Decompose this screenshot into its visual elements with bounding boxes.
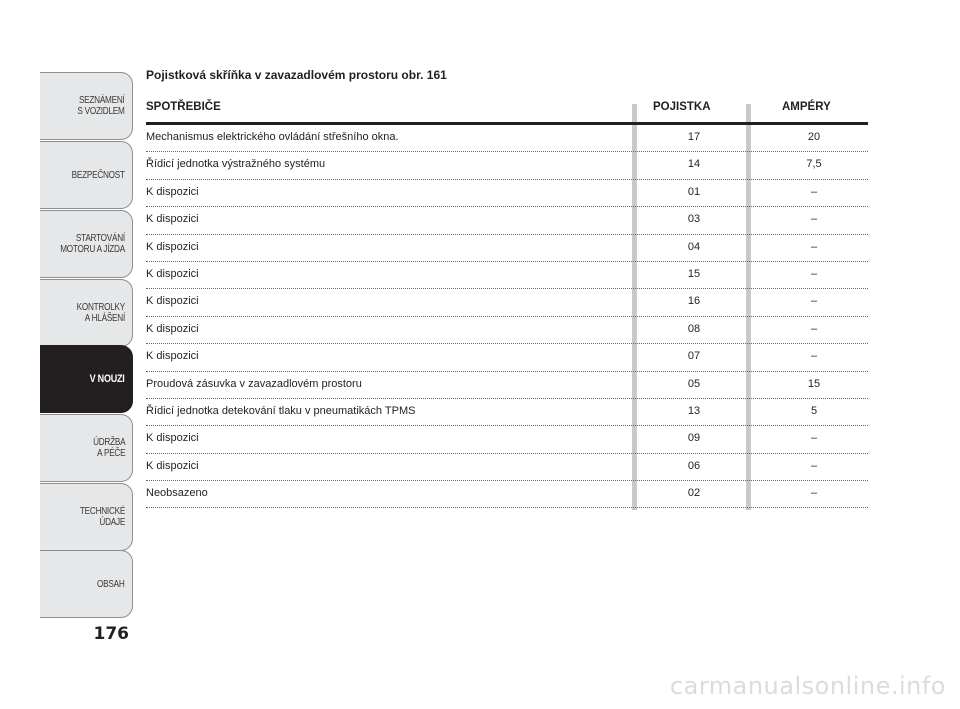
cell-fuse: 17 — [687, 131, 701, 143]
cell-amps: – — [810, 185, 818, 198]
table-row — [146, 289, 868, 316]
table-row — [146, 152, 868, 179]
cell-amps: – — [810, 213, 818, 226]
cell-consumer: K dispozici — [146, 432, 199, 445]
header-spotrebice: SPOTŘEBIČE — [146, 101, 221, 113]
cell-consumer: K dispozici — [146, 185, 199, 198]
tab-obsah[interactable] — [40, 550, 133, 618]
tab-label: BEZPEČNOST — [71, 169, 125, 181]
watermark: carmanualsonline.info — [669, 672, 946, 700]
tab-label: V NOUZI — [90, 372, 125, 385]
cell-amps: 5 — [810, 404, 818, 417]
cell-fuse: 15 — [687, 267, 701, 280]
cell-fuse: 16 — [687, 295, 701, 308]
tab-technicke-udaje[interactable] — [40, 483, 133, 551]
cell-amps: – — [810, 350, 818, 363]
cell-fuse: 13 — [687, 404, 701, 417]
header-pojistka: POJISTKA — [653, 101, 711, 113]
cell-consumer: K dispozici — [146, 459, 199, 472]
cell-consumer: K dispozici — [146, 295, 199, 308]
page-number: 176 — [93, 624, 129, 644]
cell-amps: – — [810, 240, 818, 253]
cell-amps: – — [810, 432, 818, 445]
cell-fuse: 02 — [687, 487, 701, 500]
cell-amps: – — [810, 487, 818, 500]
table-row — [146, 344, 868, 371]
table-row — [146, 481, 868, 508]
cell-consumer: Řídicí jednotka výstražného systému — [146, 158, 326, 171]
tab-v-nouzi[interactable] — [40, 345, 133, 413]
cell-consumer: K dispozici — [146, 350, 199, 363]
cell-fuse: 14 — [687, 158, 701, 171]
table-row — [146, 454, 868, 481]
cell-consumer: Řídicí jednotka detekování tlaku v pneumatikách TPMS — [146, 404, 416, 417]
section-title: Pojistková skříňka v zavazadlovém prostoru obr. 161 — [146, 68, 447, 82]
cell-fuse: 06 — [687, 459, 701, 472]
table-row — [146, 317, 868, 344]
cell-fuse: 03 — [687, 213, 701, 226]
cell-fuse: 04 — [687, 240, 701, 253]
tab-label: TECHNICKÉ ÚDAJE — [79, 506, 125, 528]
tab-seznameni-s-vozidlem[interactable] — [40, 72, 133, 140]
tab-label: KONTROLKY A HLÁŠENÍ — [76, 302, 125, 324]
cell-amps: 15 — [807, 377, 821, 390]
cell-fuse: 09 — [687, 432, 701, 445]
cell-amps: – — [810, 267, 818, 280]
tab-kontrolky-a-hlaseni[interactable] — [40, 279, 133, 347]
table-row — [146, 125, 868, 152]
cell-consumer: K dispozici — [146, 240, 199, 253]
table-row — [146, 235, 868, 262]
cell-amps: 20 — [807, 131, 821, 143]
cell-amps: – — [810, 459, 818, 472]
tab-startovani-motoru[interactable] — [40, 210, 133, 278]
cell-amps: 7,5 — [806, 158, 822, 171]
cell-amps: – — [810, 295, 818, 308]
cell-consumer: K dispozici — [146, 267, 199, 280]
header-ampery: AMPÉRY — [782, 101, 831, 113]
cell-fuse: 08 — [687, 322, 701, 335]
cell-fuse: 01 — [687, 185, 701, 198]
table-row — [146, 426, 868, 453]
cell-consumer: Proudová zásuvka v zavazadlovém prostoru — [146, 377, 362, 390]
tab-udrzba-a-pece[interactable] — [40, 414, 133, 482]
table-header — [146, 96, 868, 125]
table-row — [146, 399, 868, 426]
cell-amps: – — [810, 322, 818, 335]
table-row — [146, 207, 868, 234]
table-row — [146, 180, 868, 207]
table-row — [146, 262, 868, 289]
cell-consumer: Neobsazeno — [146, 487, 208, 500]
tab-label: SEZNÁMENÍ S VOZIDLEM — [77, 95, 125, 117]
tab-bezpecnost[interactable] — [40, 141, 133, 209]
tab-label: ÚDRŽBA A PÉČE — [92, 437, 125, 459]
tab-label: OBSAH — [97, 578, 125, 590]
cell-consumer: K dispozici — [146, 213, 199, 226]
fuse-table — [146, 96, 868, 508]
tab-label: STARTOVÁNÍ MOTORU A JÍZDA — [60, 233, 125, 255]
cell-fuse: 05 — [687, 377, 701, 390]
table-row — [146, 372, 868, 399]
cell-consumer: K dispozici — [146, 322, 199, 335]
cell-consumer: Mechanismus elektrického ovládání střešního okna. — [146, 131, 399, 143]
cell-fuse: 07 — [687, 350, 701, 363]
